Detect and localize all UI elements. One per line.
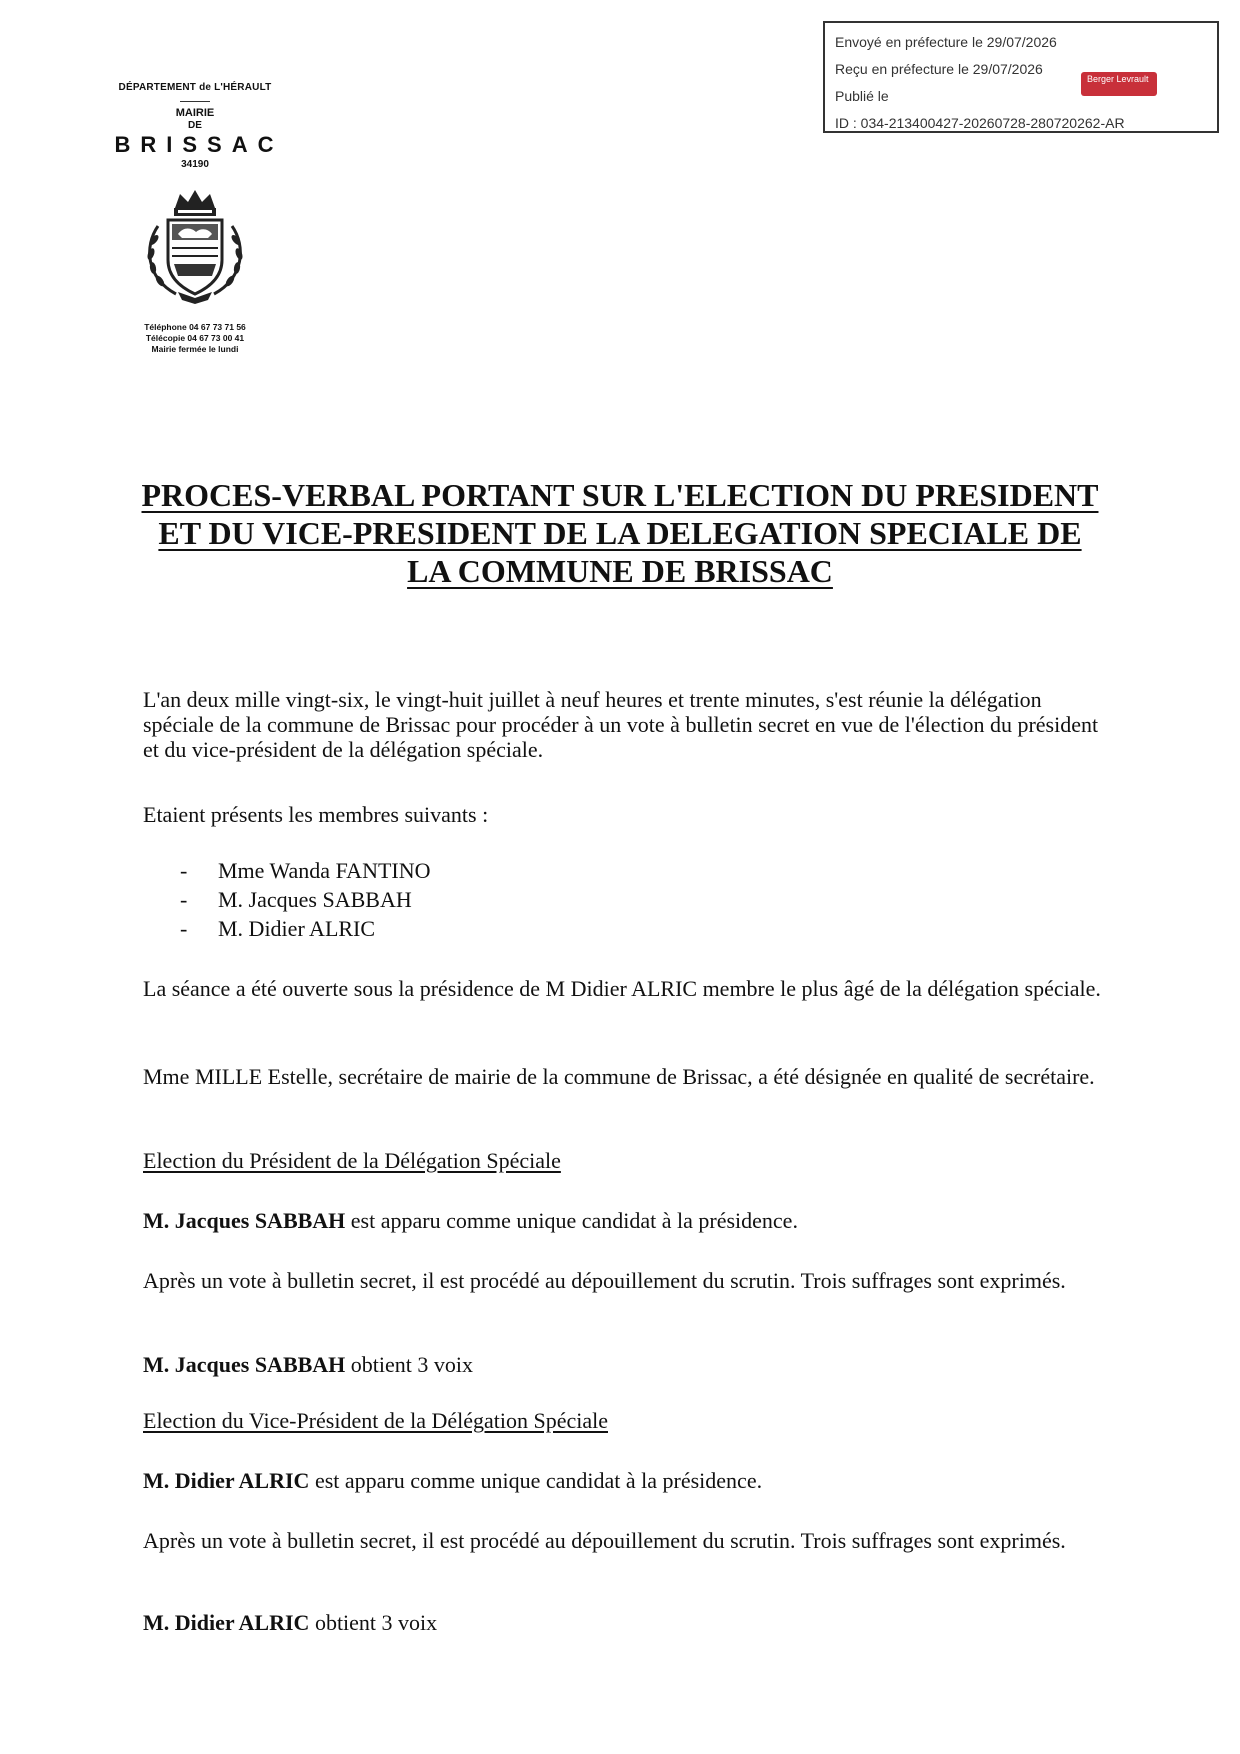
candidate-name: M. Didier ALRIC [143,1468,310,1493]
closing-day: Mairie fermée le lundi [151,344,239,354]
de-label: DE [188,120,202,131]
members-list [180,856,431,943]
bullet-dash: - [180,887,188,912]
vice-president-result [143,1610,1103,1635]
document-title: PROCES-VERBAL PORTANT SUR L'ELECTION DU PRESIDENT ET DU VICE-PRESIDENT DE LA DELEGATION SPECIALE DE LA COMMUNE DE BRISSAC [141,477,1099,589]
stamp-received-date: Reçu en préfecture le 29/07/2026 [835,61,1043,77]
list-item [180,885,431,914]
berger-levrault-logo: Berger Levrault [1081,72,1157,96]
town-name: BRISSAC [114,132,284,157]
president-candidate [143,1208,1103,1233]
prefecture-stamp [823,21,1219,133]
letterhead-divider [180,101,210,102]
contact-phone: Téléphone 04 67 73 71 56 [144,322,246,332]
result-text: obtient 3 voix [309,1610,438,1635]
contact-fax: Télécopie 04 67 73 00 41 [145,333,245,343]
secretary-paragraph: Mme MILLE Estelle, secrétaire de mairie de la commune de Brissac, a été désignée en qualité de secrétaire. [143,1064,1095,1089]
result-name: M. Didier ALRIC [143,1610,310,1635]
coat-of-arms-icon [138,186,252,306]
member-name: Mme Wanda FANTINO [218,858,431,883]
postcode: 34190 [181,159,209,170]
member-name: M. Jacques SABBAH [218,887,412,912]
stamp-sent-date: Envoyé en préfecture le 29/07/2026 [835,34,1057,50]
president-election-heading: Election du Président de la Délégation Spéciale [143,1148,561,1173]
opening-paragraph: La séance a été ouverte sous la présidence de M Didier ALRIC membre le plus âgé de la délégation spéciale. [143,976,1101,1001]
candidate-name: M. Jacques SABBAH [143,1208,346,1233]
intro-paragraph: L'an deux mille vingt-six, le vingt-huit juillet à neuf heures et trente minutes, s'est réunie la délégation spéciale de la commune de Brissac pour procéder à un vote à bulletin secret en vue de l'élection du président et du vice-président de la délégation spéciale. [143,687,1099,762]
mairie-label: MAIRIE [175,107,215,119]
result-text: obtient 3 voix [345,1352,474,1377]
bullet-dash: - [180,858,188,883]
vice-president-candidate [143,1468,1103,1493]
department-label: DÉPARTEMENT de L'HÉRAULT [118,82,272,93]
president-result [143,1352,1103,1377]
candidate-text: est apparu comme unique candidat à la présidence. [309,1468,763,1493]
vice-president-vote-paragraph: Après un vote à bulletin secret, il est procédé au dépouillement du scrutin. Trois suffrages sont exprimés. [143,1528,1066,1553]
president-vote-paragraph: Après un vote à bulletin secret, il est procédé au dépouillement du scrutin. Trois suffrages sont exprimés. [143,1268,1066,1293]
result-name: M. Jacques SABBAH [143,1352,346,1377]
stamp-published: Publié le [835,88,889,104]
stamp-id: ID : 034-213400427-20260728-280720262-AR [835,115,1125,131]
present-members-intro: Etaient présents les membres suivants : [143,802,489,827]
candidate-text: est apparu comme unique candidat à la présidence. [345,1208,798,1233]
letterhead [95,82,295,355]
member-name: M. Didier ALRIC [218,916,376,941]
vice-president-election-heading: Election du Vice-Président de la Délégation Spéciale [143,1408,608,1433]
bullet-dash: - [180,916,188,941]
list-item [180,914,431,943]
list-item [180,856,431,885]
